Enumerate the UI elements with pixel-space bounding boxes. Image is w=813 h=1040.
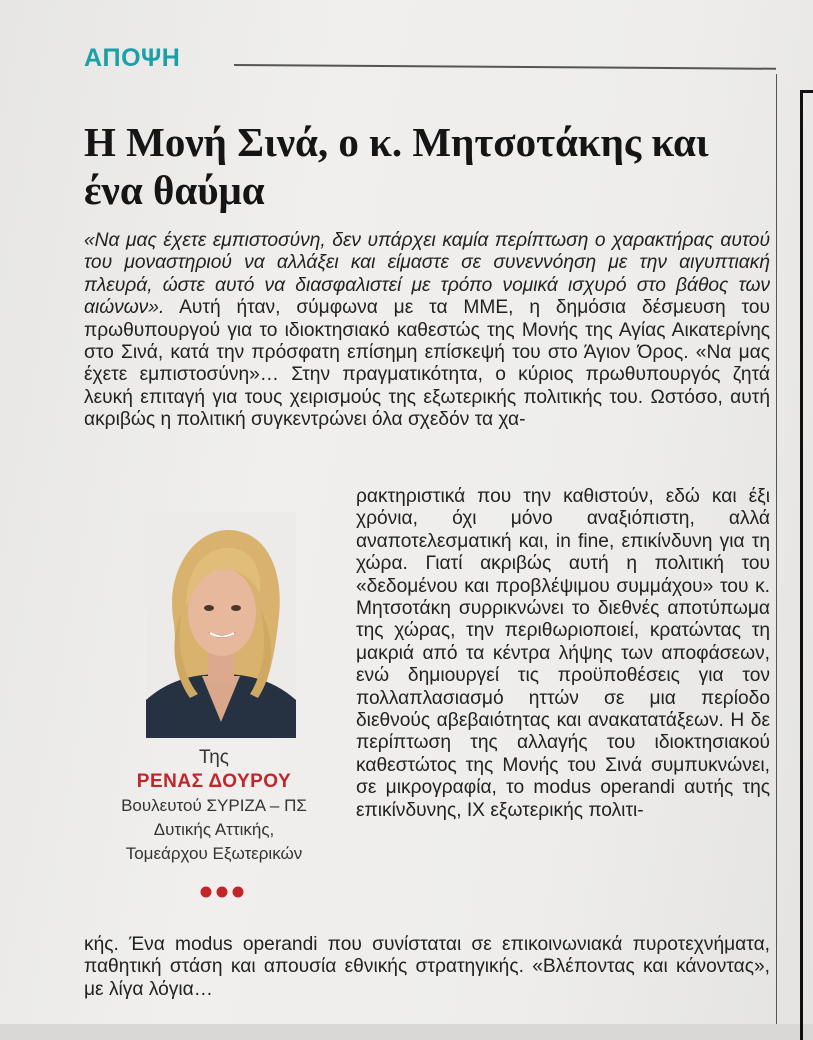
closing-paragraph: κής. Ένα modus operandi που συνίσταται σε επικοινωνιακά πυροτεχνήματα, παθητική στάση και απουσία εθνικής στρατηγικής. «Βλέποντας και κάνοντας», με λίγα λόγια… (84, 934, 770, 1000)
lead-paragraph (84, 230, 770, 432)
column-rule (776, 74, 777, 1024)
author-name: ΡΕΝΑΣ ΔΟΥΡΟΥ (136, 771, 292, 792)
byline (84, 746, 344, 866)
author-role-line-3: Τομεάρχου Εξωτερικών (125, 844, 303, 863)
author-portrait-image (146, 512, 296, 738)
end-dots-icon (198, 882, 258, 902)
adjacent-column-frame (800, 90, 813, 1040)
byline-prefix: Της (199, 747, 229, 768)
section-label: ΑΠΟΨΗ (84, 44, 181, 72)
author-role-line-1: Βουλευτού ΣΥΡΙΖΑ – ΠΣ (121, 796, 307, 815)
author-photo (146, 512, 296, 738)
author-role-line-2: Δυτικής Αττικής, (153, 820, 275, 839)
lead-quote: «Να μας έχετε εμπιστοσύνη, δεν υπάρχει καμία περίπτωση ο χαρακτήρας αυτού του μοναστηριού να αλλάξει και είμαστε σε συνεννόηση με την αιγυπτιακή πλευρά, ώστε αυτό να διασφαλιστεί με τρόπο νομικά ισχυρό στο βάθος των αιώνων». (84, 230, 770, 319)
headline: Η Μονή Σινά, ο κ. Μητσοτάκης και ένα θαύμα (84, 119, 709, 213)
lead-rest: Αυτή ήταν, σύμφωνα με τα ΜΜΕ, η δημόσια δέσμευση του πρωθυπουργού για το ιδιοκτησιακό καθεστώς της Μονής της Αγίας Αικατερίνης στο Σινά, κατά την πρόσφατη επίσημη επίσκεψή του στο Άγιον Όρος. «Να μας έχετε εμπιστοσύνη»… Στην πραγματικότητα, ο κύριος πρωθυπουργός ζητά λευκή επιταγή για τους χειρισμούς της εξωτερικής πολιτικής του. Ωστόσο, αυτή ακριβώς η πολιτική συγκεντρώνει όλα σχεδόν τα χα- (84, 297, 770, 431)
wrapped-paragraph: ρακτηριστικά που την καθιστούν, εδώ και έξι χρόνια, όχι μόνο αναξιόπιστη, αλλά αναποτελεσματική και, in fine, επικίνδυνη για τη χώρα. Γιατί ακριβώς αυτή η πολιτική του «δεδομένου και προβλέψιμου συμμάχου» του κ. Μητσοτάκη συρρικνώνει το διεθνές αποτύπωμα της χώρας, την περιθωριοποιεί, κρατώντας τη μακριά από τα κέντρα λήψης των αποφάσεων, ενώ δημιουργεί τις προϋποθέσεις για τον πολλαπλασιασμό ηττών σε μια περίοδο διεθνούς αβεβαιότητας και ανακατατάξεων. Η δε περίπτωση της αλλαγής του ιδιοκτησιακού καθεστώτος της Μονής του Σινά συμπυκνώνει, σε μικρογραφία, το modus operandi αυτής της επικίνδυνης, ΙΧ εξωτερικής πολιτι- (356, 486, 770, 821)
